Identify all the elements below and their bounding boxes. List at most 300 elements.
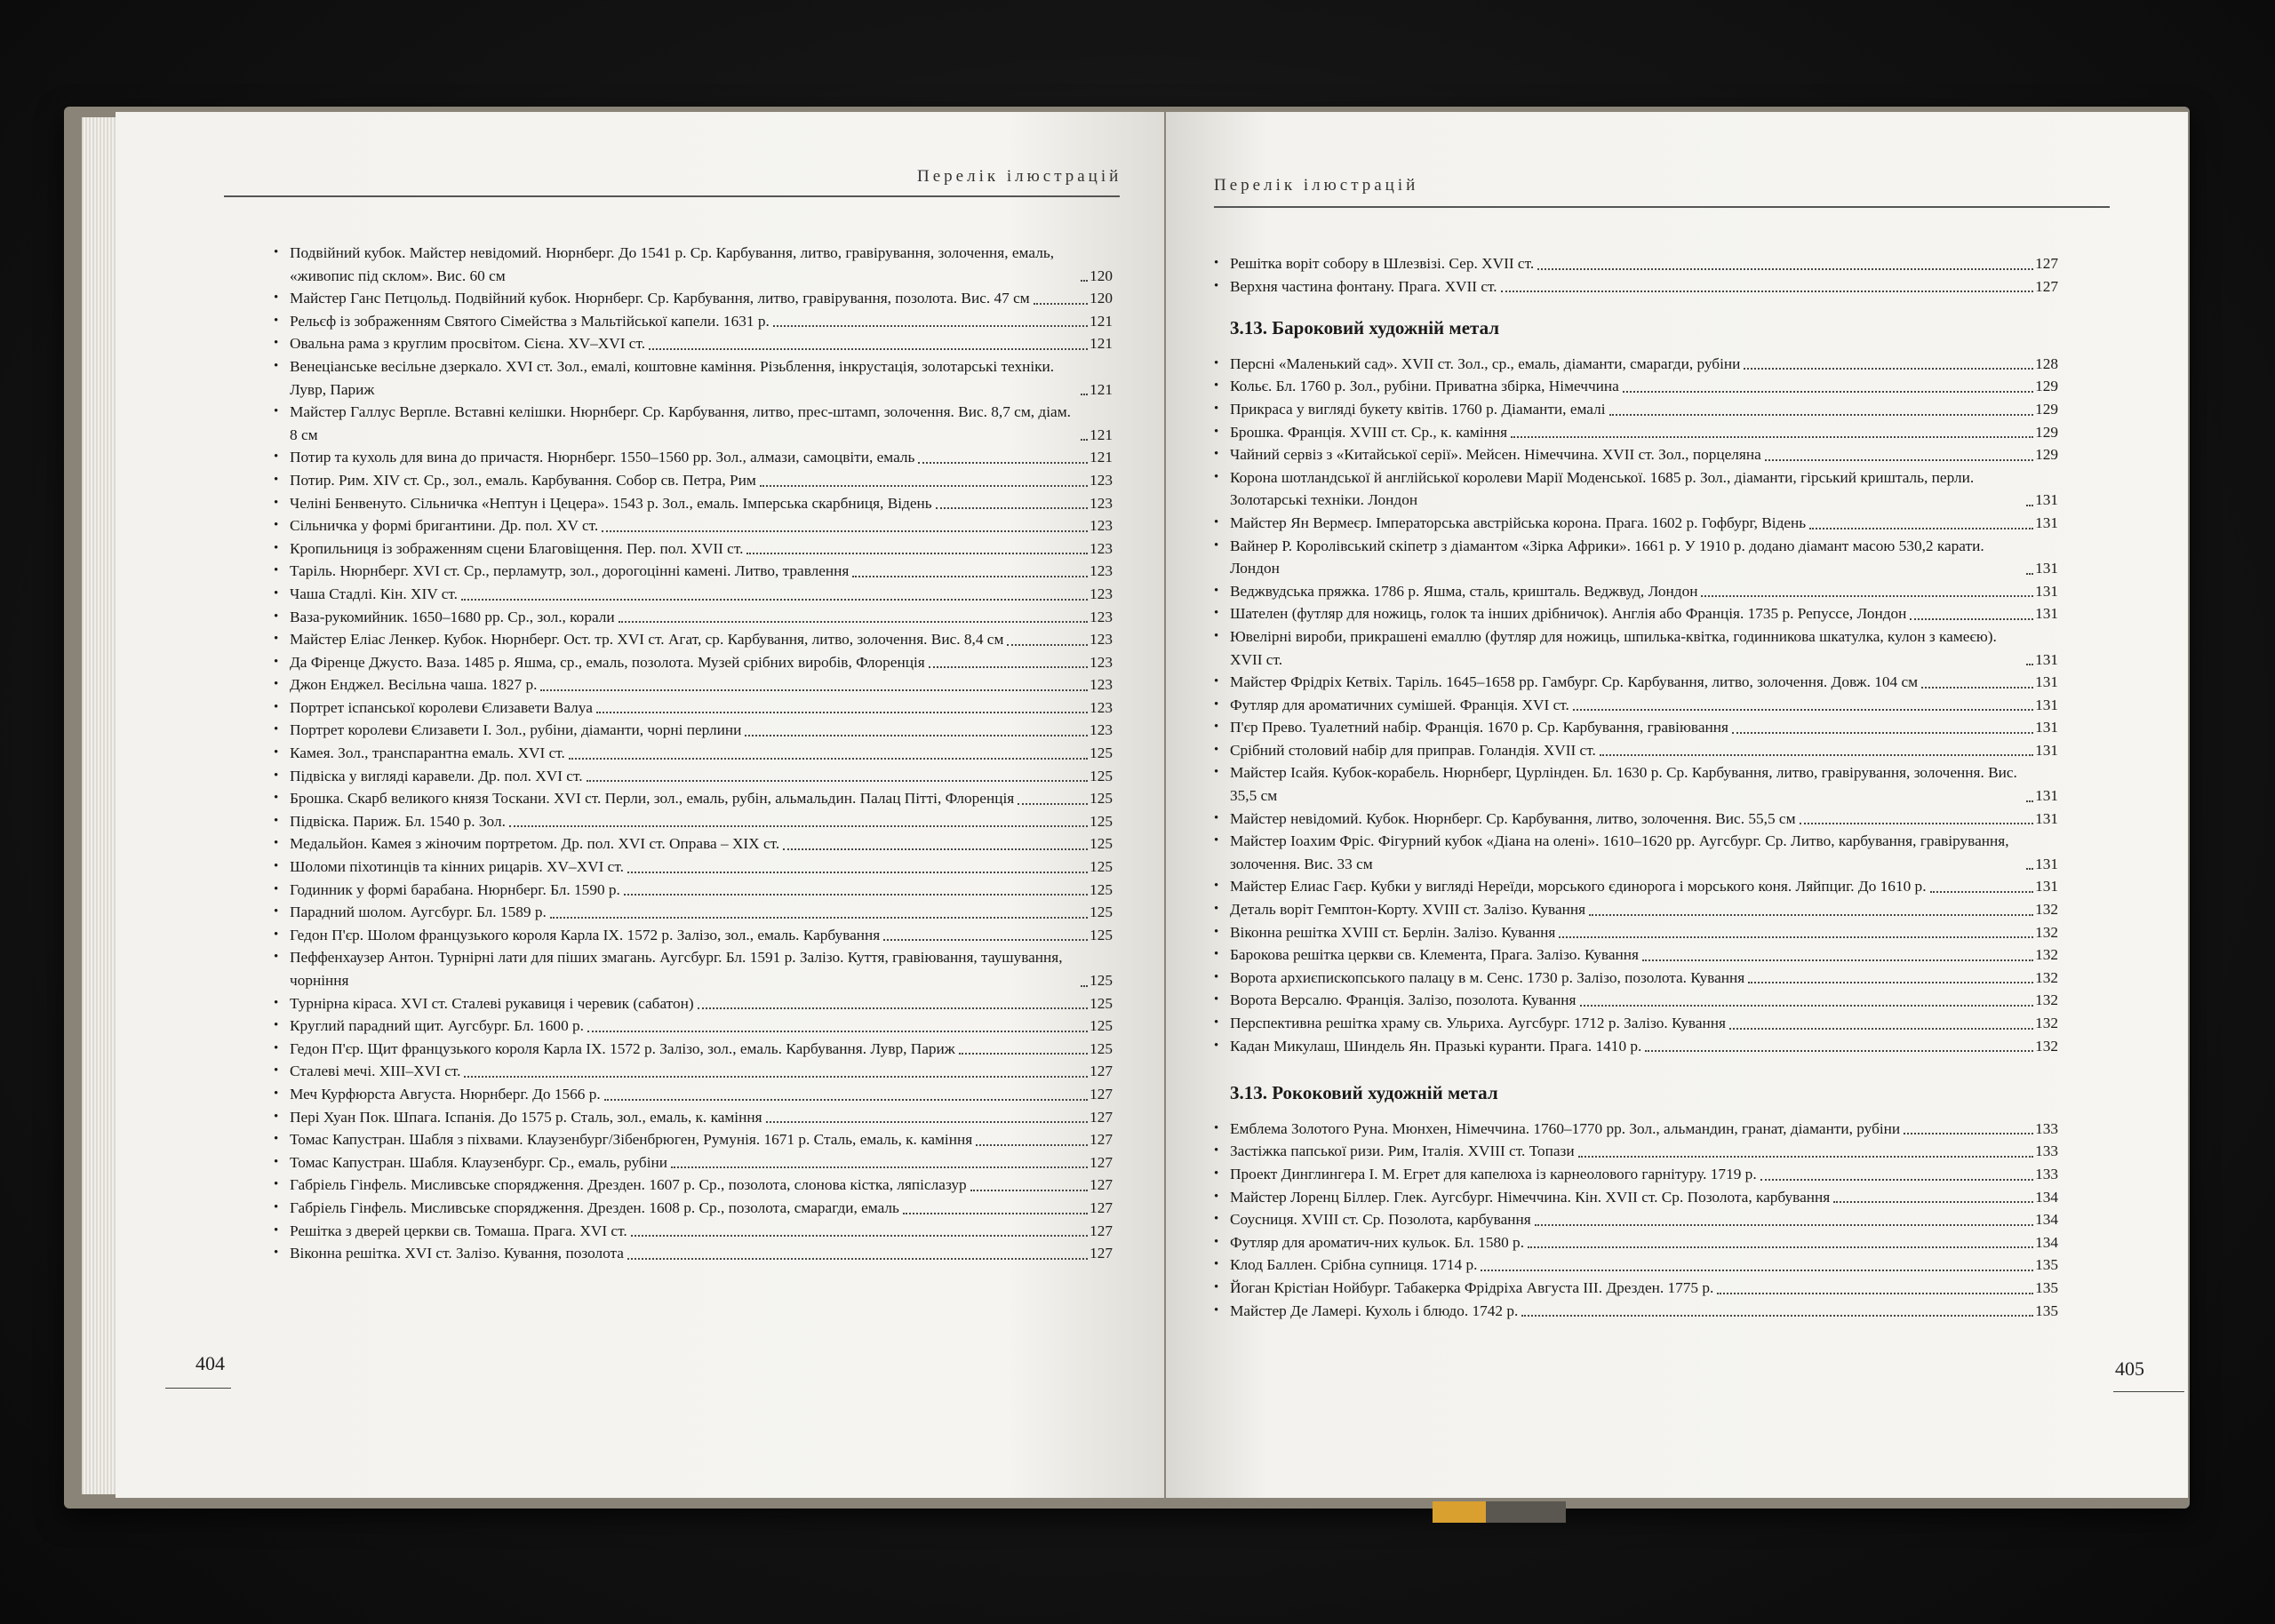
leader-dots (746, 553, 1088, 554)
entry-caption: • Рельєф із зображенням Святого Сімейства з Мальтійської капели. 1631 р. (290, 312, 770, 330)
leader-dots (464, 1076, 1088, 1078)
entry-caption: • Ювелірні вироби, прикрашені емаллю (футляр для ножиць, шпилька-квітка, годинникова шкатулка, кулон з камеєю). XVII ст. (1230, 627, 1997, 668)
entry-page-number: 125 (1090, 767, 1113, 784)
leader-dots (587, 780, 1089, 782)
leader-dots (1081, 280, 1088, 282)
entry-page-number: 131 (2035, 673, 2058, 691)
leader-dots (766, 1121, 1089, 1123)
list-item (274, 514, 1113, 537)
list-item (1214, 1012, 2058, 1035)
leader-dots (1800, 823, 2034, 824)
leader-dots (1481, 1270, 2033, 1271)
entry-page-number: 127 (1090, 1131, 1113, 1149)
list-item (274, 583, 1113, 606)
leader-dots (1833, 1201, 2033, 1203)
entry-page-number: 123 (1090, 653, 1113, 671)
entry-caption: • Майстер Де Ламері. Кухоль і блюдо. 1742 р. (1230, 1302, 1519, 1319)
leader-dots (1573, 709, 2033, 711)
entry-page-number: 125 (1090, 790, 1113, 808)
entry-page-number: 129 (2035, 446, 2058, 464)
entry-caption: • Сільничка у формі бригантини. Др. пол. XV ст. (290, 517, 599, 535)
list-item (274, 1220, 1113, 1243)
list-item (1214, 739, 2058, 762)
entry-page-number: 133 (2035, 1119, 2058, 1137)
list-item (1214, 1163, 2058, 1186)
entry-page-number: 123 (1090, 517, 1113, 535)
list-item (274, 401, 1113, 446)
entry-caption: • Решітка воріт собору в Шлезвізі. Сер. XVII ст. (1230, 255, 1535, 272)
list-item (274, 856, 1113, 879)
list-item (274, 1106, 1113, 1129)
entry-page-number: 128 (2035, 354, 2058, 372)
entry-page-number: 123 (1090, 585, 1113, 602)
leader-dots (698, 1007, 1088, 1009)
entry-caption: • Турнірна кіраса. XVI ст. Сталеві рукавиця і черевик (сабатон) (290, 994, 694, 1012)
leader-dots (649, 348, 1088, 350)
entry-caption: • Ворота Версалю. Франція. Залізо, позолота. Кування (1230, 991, 1577, 1009)
leader-dots (540, 689, 1088, 691)
page-number-right: 405 (2115, 1357, 2144, 1380)
leader-dots (1501, 291, 2033, 292)
entry-caption: • Сталеві мечі. XIII–XVI ст. (290, 1063, 461, 1080)
leader-dots (976, 1144, 1088, 1146)
list-item (274, 879, 1113, 902)
list-item (274, 673, 1113, 697)
entry-page-number: 134 (2035, 1233, 2058, 1251)
entry-caption: • Медальйон. Камея з жіночим портретом. Др. пол. XVI ст. Оправа – XIX ст. (290, 835, 780, 853)
entry-page-number: 123 (1090, 608, 1113, 625)
list-item (1214, 761, 2058, 807)
leader-dots (1535, 1224, 2033, 1226)
entry-page-number: 121 (1090, 449, 1113, 466)
leader-dots (1511, 436, 2033, 438)
list-item (1214, 602, 2058, 625)
entry-caption: • Да Фіренце Джусто. Ваза. 1485 р. Яшма, ср., емаль, позолота. Музей срібних виробів, Флоренція (290, 653, 925, 671)
leader-dots (596, 712, 1088, 713)
list-item (1214, 875, 2058, 898)
entry-page-number: 125 (1090, 994, 1113, 1012)
entry-page-number: 135 (2035, 1302, 2058, 1319)
list-item (1214, 1300, 2058, 1323)
entry-page-number: 132 (2035, 1015, 2058, 1031)
leader-dots (550, 917, 1088, 919)
leader-dots (1701, 595, 2033, 597)
entry-caption: • Срібний столовий набір для приправ. Голандія. XVII ст. (1230, 741, 1596, 759)
entry-caption: • Корона шотландської й англійської королеви Марії Моденської. 1685 р. Зол., діаманти, гірський кришталь, перли. Золотарські техніки. Лондон (1230, 468, 1975, 509)
entry-caption: • Гедон П'єр. Шолом французького короля Карла IX. 1572 р. Залізо, зол., емаль. Карбування (290, 926, 881, 943)
entry-page-number: 125 (1090, 926, 1113, 943)
bookmark-ribbon (1433, 1501, 1486, 1523)
list-item (274, 901, 1113, 924)
list-item (1214, 943, 2058, 967)
running-head-left: Перелік ілюстрацій (917, 167, 1122, 186)
entry-page-number: 127 (1090, 1222, 1113, 1239)
entry-caption: • Потир. Рим. XIV ст. Ср., зол., емаль. Карбування. Собор св. Петра, Рим (290, 471, 756, 489)
list-item (274, 810, 1113, 833)
leader-dots (1717, 1293, 2033, 1294)
list-item (274, 310, 1113, 333)
list-item (1214, 989, 2058, 1012)
list-item (1214, 830, 2058, 875)
entry-caption: • Соусниця. XVIII ст. Ср. Позолота, карбування (1230, 1211, 1531, 1229)
leader-dots (883, 939, 1088, 941)
entry-page-number: 133 (2035, 1165, 2058, 1182)
leader-dots (1729, 1028, 2033, 1030)
entry-caption: • Майстер Ян Вермеєр. Імператорська австрійська корона. Прага. 1602 р. Гофбург, Відень (1230, 513, 1807, 531)
list-item (1214, 1140, 2058, 1163)
entry-page-number: 125 (1090, 972, 1113, 989)
entry-caption: • Майстер Галлус Верпле. Вставні келішки. Нюрнберг. Ср. Карбування, литво, прес-штамп, золочення. Вис. 8,7 см, діам. 8 см (290, 403, 1071, 443)
leader-dots (1910, 618, 2033, 620)
entry-caption: • Челіні Бенвенуто. Сільничка «Нептун і Цецера». 1543 р. Зол., емаль. Імперська скарбниця, Відень (290, 494, 932, 512)
entry-caption: • Майстер Ганс Петцольд. Подвійний кубок. Нюрнберг. Ср. Карбування, литво, гравірування, позолота. Вис. 47 см (290, 290, 1030, 307)
entry-page-number: 132 (2035, 1037, 2058, 1055)
entry-caption: • Футляр для ароматич-них кульок. Бл. 1580 р. (1230, 1233, 1525, 1251)
entry-caption: • Круглий парадний щит. Аугсбург. Бл. 1600 р. (290, 1017, 584, 1035)
entry-caption: • Верхня частина фонтану. Прага. XVII ст. (1230, 277, 1497, 295)
list-item (274, 832, 1113, 856)
entry-page-number: 121 (1090, 312, 1113, 330)
footer-rule-left (165, 1388, 231, 1389)
list-item (274, 924, 1113, 947)
entry-caption: • Шателен (футляр для ножиць, голок та інших дрібничок). Англія або Франція. 1735 р. Репуссе, Лондон (1230, 605, 1907, 623)
entry-page-number: 129 (2035, 423, 2058, 441)
list-item (1214, 421, 2058, 444)
leader-dots (627, 1258, 1088, 1260)
entry-page-number: 123 (1090, 494, 1113, 512)
list-item (1214, 1186, 2058, 1209)
entry-page-number: 125 (1090, 812, 1113, 830)
entry-caption: • Габріель Гінфель. Мисливське спорядження. Дрезден. 1607 р. Ср., позолота, слонова кістка, ляпіслазур (290, 1176, 967, 1194)
list-item (1214, 898, 2058, 921)
entry-page-number: 131 (2035, 809, 2058, 827)
spine-band (1486, 1501, 1566, 1523)
entry-page-number: 131 (2035, 696, 2058, 713)
list-item (1214, 252, 2058, 275)
list-item (1214, 275, 2058, 299)
entry-caption: • Чаша Стадлі. Кін. XIV ст. (290, 585, 458, 602)
leader-dots (783, 848, 1088, 850)
leader-dots (2026, 664, 2033, 665)
entry-page-number: 125 (1090, 1039, 1113, 1057)
entry-page-number: 131 (2035, 855, 2058, 872)
entry-caption: • Брошка. Скарб великого князя Тоскани. XVI ст. Перли, зол., емаль, рубін, альмальдин. Палац Пітті, Флоренція (290, 790, 1015, 808)
entry-caption: • Решітка з дверей церкви св. Томаша. Прага. XVI ст. (290, 1222, 627, 1239)
entry-page-number: 133 (2035, 1142, 2058, 1160)
entry-page-number: 129 (2035, 400, 2058, 418)
entry-caption: • Прикраса у вигляді букету квітів. 1760 р. Діаманти, емалі (1230, 400, 1606, 418)
list-item (274, 332, 1113, 355)
entry-caption: • Томас Капустран. Шабля. Клаузенбург. Ср., емаль, рубіни (290, 1153, 668, 1171)
leader-dots (2026, 800, 2033, 802)
leader-dots (509, 825, 1088, 827)
leader-dots (760, 485, 1088, 487)
entry-caption: • Майстер Еліас Ленкер. Кубок. Нюрнберг. Ост. тр. XVI ст. Агат, ср. Карбування, литво, золочення. Вис. 8,4 см (290, 631, 1004, 649)
entry-page-number: 127 (1090, 1063, 1113, 1080)
left-illustration-list (274, 242, 1113, 1265)
list-item (274, 560, 1113, 583)
entry-caption: • Проект Динглингера І. М. Егрет для капелюха із карнеолового гарнітуру. 1719 р. (1230, 1165, 1757, 1182)
entry-page-number: 131 (2035, 582, 2058, 600)
entry-caption: • Кропильниця із зображенням сцени Благовіщення. Пер. пол. XVII ст. (290, 539, 744, 557)
leader-dots (2026, 868, 2033, 870)
leader-dots (1521, 1315, 2033, 1317)
list-item (274, 992, 1113, 1015)
page-number-left: 404 (196, 1352, 225, 1374)
leader-dots (1018, 803, 1088, 805)
leader-dots (852, 576, 1088, 577)
entry-caption: • Підвіска. Париж. Бл. 1540 р. Зол. (290, 812, 506, 830)
entry-caption: • Венеціанське весільне дзеркало. XVI ст. Зол., емалі, коштовне каміння. Різьблення, інкрустація, золотарські техніки. Лувр, Париж (290, 357, 1055, 398)
list-item (274, 1174, 1113, 1197)
list-item (274, 446, 1113, 469)
entry-page-number: 123 (1090, 721, 1113, 739)
entry-caption: • Йоган Крістіан Нойбург. Табакерка Фрідріха Августа III. Дрезден. 1775 р. (1230, 1278, 1714, 1296)
entry-page-number: 125 (1090, 858, 1113, 876)
leader-dots (903, 1213, 1088, 1214)
entry-caption: • Віконна решітка XVIII ст. Берлін. Залізо. Кування (1230, 923, 1556, 941)
leader-dots (959, 1053, 1088, 1055)
entry-page-number: 127 (1090, 1198, 1113, 1216)
entry-page-number: 132 (2035, 968, 2058, 986)
entry-page-number: 132 (2035, 901, 2058, 919)
right-illustration-list (1214, 252, 2058, 1322)
leader-dots (1904, 1133, 2033, 1134)
list-item (274, 946, 1113, 991)
entry-page-number: 131 (2035, 513, 2058, 531)
leader-dots (461, 599, 1088, 601)
list-item (274, 1060, 1113, 1083)
entry-caption: • Портрет королеви Єлизавети I. Зол., рубіни, діаманти, чорні перлини (290, 721, 742, 739)
list-item (1214, 375, 2058, 398)
entry-page-number: 131 (2035, 605, 2058, 623)
entry-page-number: 125 (1090, 880, 1113, 898)
entry-caption: • Меч Курфюрста Августа. Нюрнберг. До 1566 р. (290, 1085, 601, 1103)
list-item (1214, 1254, 2058, 1277)
entry-caption: • Пері Хуан Пок. Шпага. Іспанія. До 1575 р. Сталь, зол., емаль, к. каміння (290, 1108, 762, 1126)
list-item (274, 492, 1113, 515)
entry-caption: • Камея. Зол., транспарантна емаль. XVI ст. (290, 744, 565, 762)
leader-dots (602, 530, 1088, 532)
entry-caption: • Персні «Маленький сад». XVII ст. Зол., ср., емаль, діаманти, смарагди, рубіни (1230, 354, 1741, 372)
entry-page-number: 125 (1090, 1017, 1113, 1035)
list-item (274, 651, 1113, 674)
leader-dots (1559, 936, 2033, 938)
leader-dots (2026, 573, 2033, 575)
entry-page-number: 121 (1090, 335, 1113, 353)
entry-page-number: 134 (2035, 1211, 2058, 1229)
leader-dots (1645, 1050, 2033, 1052)
leader-dots (1760, 1179, 2033, 1181)
list-item (1214, 1035, 2058, 1058)
entry-page-number: 131 (2035, 650, 2058, 668)
entry-caption: • Пеффенхаузер Антон. Турнірні лати для піших змагань. Аугсбург. Бл. 1591 р. Залізо. Куття, гравіювання, таушування, чорніння (290, 949, 1063, 989)
entry-page-number: 131 (2035, 719, 2058, 736)
leader-dots (671, 1166, 1088, 1168)
list-item (1214, 1118, 2058, 1141)
list-item (1214, 694, 2058, 717)
entry-page-number: 131 (2035, 878, 2058, 896)
entry-page-number: 123 (1090, 562, 1113, 580)
entry-caption: • Майстер Іоахим Фріс. Фігурний кубок «Діана на олені». 1610–1620 рр. Аугсбург. Ср. Литво, карбування, гравірування, золочення. Вис. 33 см (1230, 832, 2009, 872)
list-item (1214, 1277, 2058, 1300)
list-item (274, 765, 1113, 788)
running-head-right: Перелік ілюстрацій (1214, 176, 1419, 195)
leader-dots (1580, 1005, 2034, 1007)
list-item (274, 606, 1113, 629)
entry-caption: • Клод Баллен. Срібна супниця. 1714 р. (1230, 1256, 1478, 1274)
entry-caption: • Ваза-рукомийник. 1650–1680 рр. Ср., зол., корали (290, 608, 615, 625)
leader-dots (1748, 982, 2033, 983)
entry-caption: • Чайний сервіз з «Китайської серії». Мейсен. Німеччина. XVII ст. Зол., порцеляна (1230, 446, 1761, 464)
list-item (1214, 1208, 2058, 1231)
entry-page-number: 132 (2035, 991, 2058, 1009)
entry-caption: • Шоломи піхотинців та кінних рицарів. XV–XVI ст. (290, 858, 624, 876)
list-item (274, 355, 1113, 401)
list-item (1214, 466, 2058, 512)
leader-dots (1578, 1156, 2034, 1158)
entry-page-number: 125 (1090, 835, 1113, 853)
entry-caption: • П'єр Прево. Туалетний набір. Франція. 1670 р. Ср. Карбування, гравіювання (1230, 719, 1728, 736)
header-rule-right (1214, 206, 2110, 208)
leader-dots (1744, 368, 2033, 370)
list-item (1214, 808, 2058, 831)
header-rule-left (224, 195, 1120, 197)
list-item (274, 1015, 1113, 1038)
leader-dots (1732, 732, 2033, 734)
entry-caption: • Портрет іспанської королеви Єлизавети Валуа (290, 698, 593, 716)
entry-page-number: 127 (1090, 1153, 1113, 1171)
leader-dots (624, 894, 1088, 896)
entry-caption: • Парадний шолом. Аугсбург. Бл. 1589 р. (290, 904, 547, 921)
leader-dots (631, 1235, 1088, 1237)
list-item (1214, 580, 2058, 603)
entry-caption: • Віконна решітка. XVI ст. Залізо. Кування, позолота (290, 1245, 624, 1262)
leader-dots (587, 1031, 1088, 1032)
leader-dots (1765, 459, 2033, 461)
entry-page-number: 127 (2035, 255, 2058, 272)
leader-dots (745, 735, 1088, 736)
list-item (274, 787, 1113, 810)
entry-caption: • Гедон П'єр. Щит французького короля Карла IX. 1572 р. Залізо, зол., емаль. Карбування. Лувр, Париж (290, 1039, 955, 1057)
entry-page-number: 131 (2035, 787, 2058, 805)
leader-dots (1589, 914, 2033, 916)
entry-caption: • Футляр для ароматичних сумішей. Франція. XVI ст. (1230, 696, 1569, 713)
entry-caption: • Майстер Фрідріх Кетвіх. Таріль. 1645–1658 рр. Гамбург. Ср. Карбування, литво, золочення. Довж. 104 см (1230, 673, 1919, 691)
leader-dots (1609, 414, 2034, 416)
leader-dots (1034, 303, 1088, 305)
entry-page-number: 123 (1090, 471, 1113, 489)
list-item (274, 697, 1113, 720)
list-item (274, 1038, 1113, 1061)
entry-caption: • Таріль. Нюрнберг. XVI ст. Ср., перламутр, зол., дорогоцінні камені. Литво, травлення (290, 562, 850, 580)
list-item (1214, 535, 2058, 580)
leader-dots (936, 507, 1088, 509)
leader-dots (1081, 439, 1088, 441)
section-title-rococo: 3.13. Рококовий художній метал (1230, 1082, 1498, 1104)
list-item (1214, 921, 2058, 944)
entry-caption: • Годинник у формі барабана. Нюрнберг. Бл. 1590 р. (290, 880, 620, 898)
list-item (274, 628, 1113, 651)
entry-page-number: 127 (1090, 1176, 1113, 1194)
entry-page-number: 131 (2035, 491, 2058, 509)
entry-caption: • Емблема Золотого Руна. Мюнхен, Німеччина. 1760–1770 рр. Зол., альмандин, гранат, діаманти, рубіни (1230, 1119, 1901, 1137)
entry-caption: • Ворота архиєпископського палацу в м. Сенс. 1730 р. Залізо, позолота. Кування (1230, 968, 1745, 986)
leader-dots (1623, 391, 2033, 393)
entry-caption: • Потир та кухоль для вина до причастя. Нюрнберг. 1550–1560 рр. Зол., алмази, самоцвіти, емаль (290, 449, 915, 466)
entry-caption: • Майстер Елиас Гаєр. Кубки у вигляді Нереїди, морського єдинорога і морського коня. Ляйпциг. До 1610 р. (1230, 878, 1927, 896)
entry-caption: • Підвіска у вигляді каравели. Др. пол. XVI ст. (290, 767, 583, 784)
entry-page-number: 123 (1090, 539, 1113, 557)
entry-caption: • Томас Капустран. Шабля з піхвами. Клаузенбург/Зібенбрюген, Румунія. 1671 р. Сталь, емаль, к. каміння (290, 1131, 973, 1149)
entry-caption: • Вайнер Р. Королівський скіпетр з діамантом «Зірка Африки». 1661 р. У 1910 р. додано діамант масою 530,2 карати. Лондон (1230, 537, 1984, 577)
list-item (1214, 353, 2058, 376)
list-item (274, 1083, 1113, 1106)
entry-caption: • Майстер невідомий. Кубок. Нюрнберг. Ср. Карбування, литво, золочення. Вис. 55,5 см (1230, 809, 1796, 827)
list-item (1214, 716, 2058, 739)
section-title-baroque: 3.13. Бароковий художній метал (1230, 317, 1500, 339)
entry-page-number: 121 (1090, 380, 1113, 398)
entry-page-number: 123 (1090, 631, 1113, 649)
list-item (274, 1128, 1113, 1151)
list-item (1214, 967, 2058, 990)
leader-dots (1081, 394, 1088, 395)
entry-page-number: 135 (2035, 1278, 2058, 1296)
list-item (274, 1242, 1113, 1265)
list-item (1214, 512, 2058, 535)
entry-caption: • Подвійний кубок. Майстер невідомий. Нюрнберг. До 1541 р. Ср. Карбування, литво, гравірування, золочення, емаль, «живопис під склом». Вис. 60 см (290, 244, 1055, 284)
list-item (274, 469, 1113, 492)
entry-page-number: 134 (2035, 1188, 2058, 1206)
leader-dots (2026, 505, 2033, 506)
entry-page-number: 125 (1090, 904, 1113, 921)
list-item (1214, 398, 2058, 421)
entry-page-number: 132 (2035, 923, 2058, 941)
leader-dots (627, 872, 1088, 873)
entry-page-number: 127 (2035, 277, 2058, 295)
entry-page-number: 131 (2035, 741, 2058, 759)
leader-dots (1081, 985, 1088, 987)
entry-caption: • Джон Енджел. Весільна чаша. 1827 р. (290, 676, 538, 694)
leader-dots (1921, 687, 2033, 689)
entry-caption: • Кадан Микулаш, Шиндель Ян. Празькі куранти. Прага. 1410 р. (1230, 1037, 1642, 1055)
entry-page-number: 123 (1090, 698, 1113, 716)
entry-caption: • Габріель Гінфель. Мисливське спорядження. Дрезден. 1608 р. Ср., позолота, смарагди, емаль (290, 1198, 899, 1216)
list-item (274, 242, 1113, 287)
leader-dots (970, 1190, 1088, 1191)
list-item (274, 537, 1113, 561)
entry-caption: • Кольє. Бл. 1760 р. Зол., рубіни. Приватна збірка, Німеччина (1230, 378, 1619, 395)
list-item (1214, 671, 2058, 694)
entry-caption: • Перспективна решітка храму св. Ульриха. Аугсбург. 1712 р. Залізо. Кування (1230, 1015, 1726, 1031)
list-item (274, 1197, 1113, 1220)
entry-page-number: 131 (2035, 560, 2058, 577)
entry-caption: • Овальна рама з круглим просвітом. Сієна. XV–XVI ст. (290, 335, 646, 353)
leader-dots (1537, 268, 2033, 270)
entry-page-number: 125 (1090, 744, 1113, 762)
entry-caption: • Майстер Ісайя. Кубок-корабель. Нюрнберг, Цурлінден. Бл. 1630 р. Ср. Карбування, литво, гравірування, золочення. Вис. 35,5 см (1230, 764, 2017, 805)
entry-page-number: 127 (1090, 1108, 1113, 1126)
list-item (1214, 443, 2058, 466)
leader-dots (569, 758, 1088, 760)
entry-caption: • Застіжка папської ризи. Рим, Італія. XVIII ст. Топази (1230, 1142, 1575, 1160)
leader-dots (773, 325, 1088, 327)
list-item (274, 287, 1113, 310)
entry-page-number: 120 (1090, 290, 1113, 307)
leader-dots (1528, 1246, 2033, 1248)
list-item (274, 719, 1113, 742)
list-item (1214, 625, 2058, 671)
